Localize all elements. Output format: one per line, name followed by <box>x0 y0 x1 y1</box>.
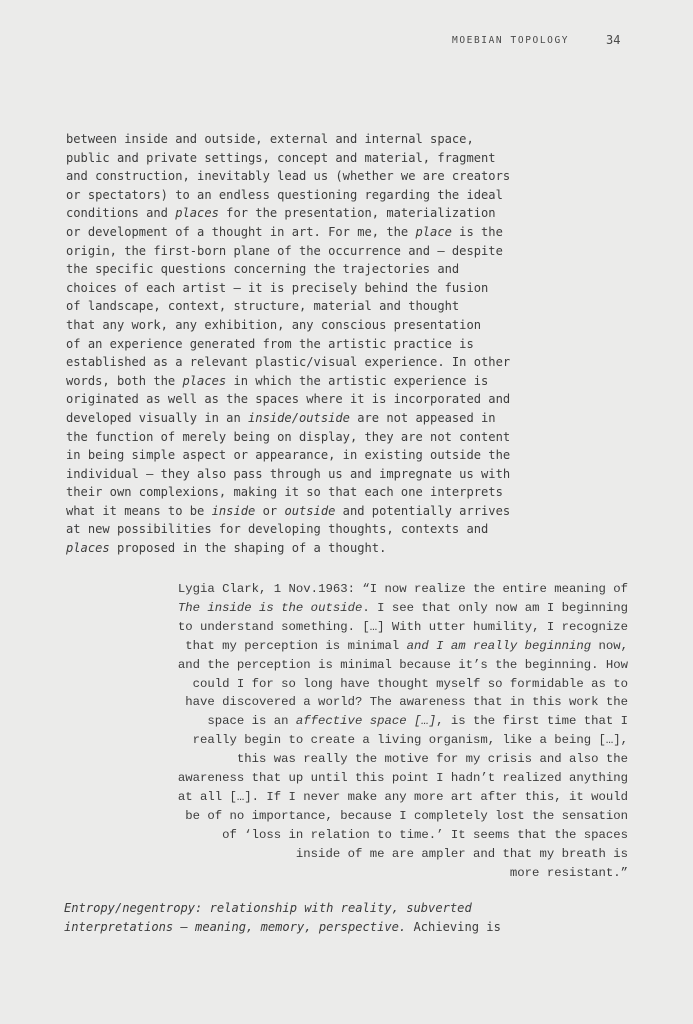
quote-line <box>150 712 628 731</box>
body-line <box>66 430 510 444</box>
quote-line <box>150 693 628 712</box>
body-line <box>66 206 496 220</box>
body-line <box>66 541 386 555</box>
text-run: awareness that up until this point I hadn’t realized anything <box>177 771 628 786</box>
italic-text: inside <box>211 503 256 518</box>
body-line <box>66 504 510 518</box>
quote-line <box>150 599 628 618</box>
body-line <box>66 132 474 146</box>
text-run: established as a relevant plastic/visual experience. In other <box>66 355 511 370</box>
italic-text: interpretations – meaning, memory, perspective. <box>64 919 407 934</box>
text-run: now, <box>591 638 628 653</box>
italic-text: outside <box>284 503 336 518</box>
italic-text: place <box>415 224 452 239</box>
text-run: between inside and outside, external and internal space, <box>66 132 474 146</box>
italic-text: places <box>175 206 219 221</box>
body-line <box>66 355 510 369</box>
text-run: public and private settings, concept and material, fragment <box>66 150 496 165</box>
text-run: more resistant.” <box>509 865 628 880</box>
body-line <box>66 188 503 202</box>
italic-text: The inside is the outside <box>177 600 363 615</box>
text-run: individual – they also pass through us and impregnate us with <box>66 466 511 481</box>
quote-line <box>150 656 628 675</box>
text-run: . I see that only now am I beginning <box>362 600 628 615</box>
text-run: is the <box>451 224 503 239</box>
text-run: choices of each artist – it is precisely behind the fusion <box>66 280 489 295</box>
italic-text: places <box>182 373 227 388</box>
text-run: and the perception is minimal because it’s the beginning. How <box>177 657 628 672</box>
text-run: the function of merely being on display, they are not content <box>66 429 511 444</box>
body-line <box>66 262 459 276</box>
quote-line <box>150 750 628 769</box>
italic-text: Entropy/negentropy: relationship with reality, subverted <box>64 901 472 915</box>
text-run: that any work, any exhibition, any conscious presentation <box>66 317 482 332</box>
quote-line <box>150 826 628 845</box>
text-run: for the presentation, materialization <box>218 206 496 221</box>
text-run: at all […]. If I never make any more art after this, it would <box>177 789 628 804</box>
closing-line <box>64 918 544 937</box>
quote-line <box>150 675 628 694</box>
text-run: to understand something. […] With utter humility, I recognize <box>177 619 628 634</box>
text-run: developed visually in an <box>66 410 249 425</box>
text-run: proposed in the shaping of a thought. <box>109 541 387 556</box>
text-run: or development of a thought in art. For me, the <box>66 224 416 239</box>
body-line <box>66 225 503 239</box>
quote-line <box>150 788 628 807</box>
quote-line <box>150 580 628 599</box>
quote-line <box>150 864 628 883</box>
text-run: their own complexions, making it so that each one interprets <box>66 485 503 500</box>
quote-line <box>150 769 628 788</box>
body-line <box>66 392 510 406</box>
text-run: space is an <box>207 714 296 729</box>
quote-line <box>150 807 628 826</box>
text-run: this was really the motive for my crisis and also the <box>236 752 628 767</box>
text-run: and construction, inevitably lead us (whether we are creators <box>66 169 511 184</box>
body-paragraph <box>66 130 546 558</box>
text-run: the specific questions concerning the trajectories and <box>66 262 460 277</box>
body-line <box>66 374 488 388</box>
body-line <box>66 467 510 481</box>
quote-line <box>150 845 628 864</box>
body-line <box>66 411 496 425</box>
quote-line <box>150 731 628 750</box>
italic-text: and I am really beginning <box>406 638 592 653</box>
text-run: at new possibilities for developing thoughts, contexts and <box>66 522 489 537</box>
text-run: in which the artistic experience is <box>226 373 489 388</box>
text-run: in being simple aspect or appearance, in existing outside the <box>66 448 511 463</box>
text-run: are not appeased in <box>349 410 496 425</box>
text-run: or spectators) to an endless questioning regarding the ideal <box>66 187 503 202</box>
text-run: conditions and <box>66 206 176 221</box>
text-run: have discovered a world? The awareness that in this work the <box>185 695 628 710</box>
text-run: Achieving is <box>406 919 501 934</box>
body-line <box>66 337 474 351</box>
body-line <box>66 448 510 462</box>
body-line <box>66 299 459 313</box>
closing-line <box>64 899 544 918</box>
body-line <box>66 318 481 332</box>
block-quote <box>150 580 628 883</box>
running-header: MOEBIAN TOPOLOGY <box>452 35 570 46</box>
body-line <box>66 485 503 499</box>
text-run: origin, the first-born plane of the occurrence and – despite <box>66 243 503 258</box>
body-line <box>66 151 496 165</box>
quote-line <box>150 618 628 637</box>
italic-text: inside/outside <box>248 410 350 425</box>
text-run: Lygia Clark, 1 Nov.1963: “I now realize the entire meaning of <box>177 582 628 596</box>
text-run: inside of me are ampler and that my breath is <box>295 846 628 861</box>
text-run: could I for so long have thought myself so formidable as to <box>192 676 628 691</box>
body-line <box>66 281 488 295</box>
text-run: of an experience generated from the artistic practice is <box>66 336 474 351</box>
text-run: or <box>255 503 285 518</box>
text-run: originated as well as the spaces where it is incorporated and <box>66 392 511 407</box>
text-run: and potentially arrives <box>335 503 511 518</box>
body-line <box>66 244 503 258</box>
text-run: words, both the <box>66 373 183 388</box>
italic-text: places <box>66 541 110 556</box>
body-line <box>66 169 510 183</box>
quote-line <box>150 637 628 656</box>
text-run: of ‘loss in relation to time.’ It seems that the spaces <box>222 827 628 842</box>
closing-paragraph <box>64 899 544 936</box>
italic-text: affective space […] <box>295 714 437 729</box>
text-run: be of no importance, because I completely lost the sensation <box>185 808 628 823</box>
text-run: really begin to create a living organism, like a being […], <box>192 733 628 748</box>
body-line <box>66 522 488 536</box>
text-run: what it means to be <box>66 503 212 518</box>
text-run: of landscape, context, structure, material and thought <box>66 299 460 314</box>
page-number: 34 <box>606 33 621 47</box>
text-run: that my perception is minimal <box>185 638 407 653</box>
text-run: , is the first time that I <box>436 714 628 729</box>
